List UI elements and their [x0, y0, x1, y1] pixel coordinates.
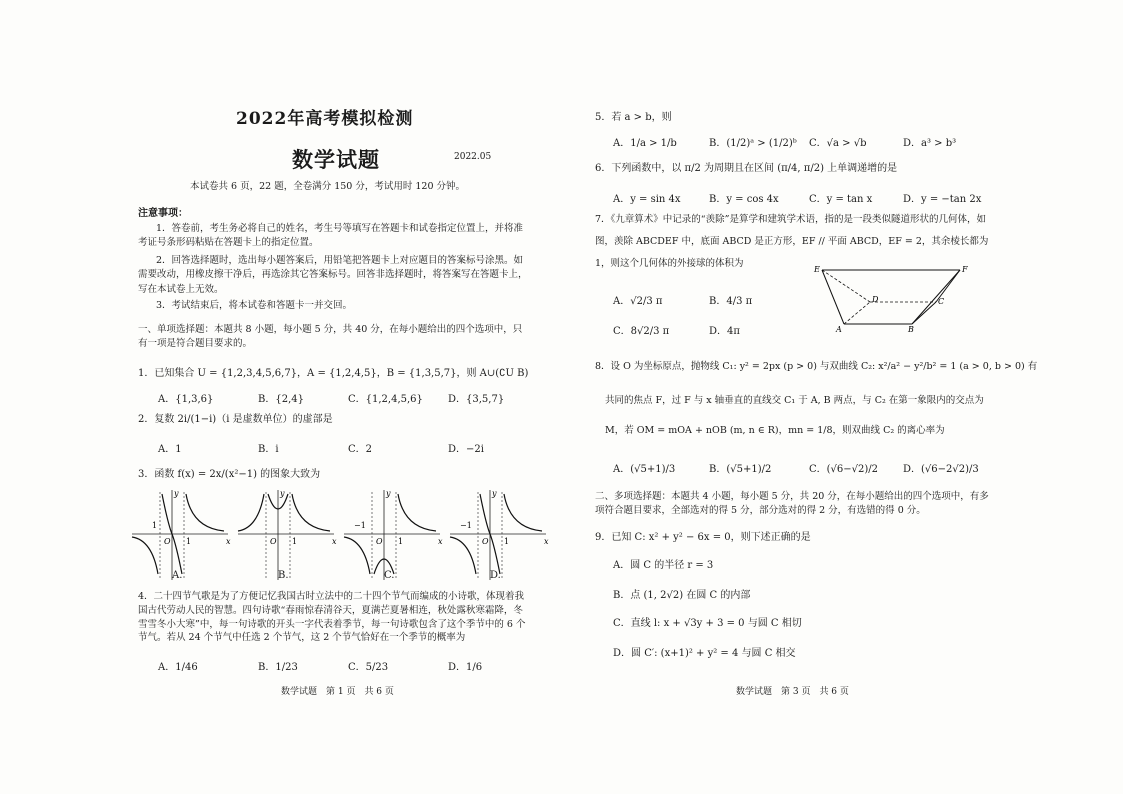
- note-item: 1．答卷前，考生务必将自己的姓名，考生号等填写在答题卡和试卷指定位置上，并将准考证号条形码粘贴在答题卡上的指定位置。: [138, 223, 524, 249]
- q1-stem: 1．已知集合 U = {1,2,3,4,5,6,7}，A = {1,2,4,5}，B = {1,3,5,7}，则 A∪(∁U B): [138, 368, 529, 379]
- q8-option-d: D．(√6−2√2)/3: [903, 464, 979, 475]
- svg-text:y: y: [280, 489, 285, 498]
- graph-c: [344, 489, 443, 580]
- q8-stem-line3: M，若 OM = mOA + nOB (m, n ∈ R)，mn = 1/8，则双曲线 C₂ 的离心率为: [605, 425, 945, 436]
- q8-option-b: B．(√5+1)/2: [709, 464, 772, 475]
- exam-title: 2022年高考模拟检测: [236, 109, 414, 129]
- svg-text:F: F: [962, 265, 968, 274]
- svg-text:1: 1: [186, 537, 192, 546]
- q6-option-c: C．y = tan x: [809, 194, 873, 205]
- svg-text:x: x: [226, 537, 231, 546]
- q4-option-c: C．5/23: [348, 662, 389, 673]
- q1-option-c: C．{1,2,4,5,6}: [348, 394, 423, 405]
- q4-option-d: D．1/6: [448, 662, 483, 673]
- graph-a: [132, 489, 231, 580]
- q9-option-b: B．点 (1, 2√2) 在圆 C 的内部: [613, 590, 751, 601]
- svg-text:y: y: [492, 489, 497, 498]
- q6-option-b: B．y = cos 4x: [709, 194, 779, 205]
- svg-text:O: O: [270, 537, 277, 546]
- svg-text:E: E: [814, 265, 820, 274]
- note-item: 2．回答选择题时，选出每小题答案后，用铅笔把答题卡上对应题目的答案标号涂黑。如需要改动，用橡皮擦干净后，再选涂其它答案标号。回答非选择题时，将答案写在答题卡上，写在本试卷上无效。: [138, 255, 528, 295]
- q4-options: [158, 658, 518, 672]
- q4-option-a: A．1/46: [158, 662, 198, 673]
- q3-label-c: C.: [384, 570, 395, 581]
- svg-text:−1: −1: [354, 521, 366, 530]
- q4-option-b: B．1/23: [258, 662, 298, 673]
- q3-option-labels: [172, 570, 532, 584]
- q5-options: [613, 134, 993, 148]
- graph-d: [450, 489, 549, 580]
- q7-option-d: D．4π: [709, 326, 740, 337]
- footer-left: 数学试题 第 1 页 共 6 页: [281, 687, 394, 697]
- q4-stem: 4．二十四节气歌是为了方便记忆我国古时立法中的二十四个节气而编成的小诗歌，体现着我国古代劳动人民的智慧。四句诗歌“春雨惊春清谷天，夏满芒夏暑相连，秋处露秋寒霜降，冬雪雪冬小大寒”中，每一句诗歌的开头一字代表着季节，每一句诗歌包含了这个季节中的 6 个节气。若从 24 个节气中任选 2 个节气，这 2 个节气恰好在一个季节的概率为: [138, 591, 526, 644]
- q2-option-c: C．2: [348, 444, 373, 455]
- q8-stem-line2: 共同的焦点 F，过 F 与 x 轴垂直的直线交 C₁ 于 A, B 两点，与 C₂ 在第一象限内的交点为: [605, 395, 984, 406]
- q8-stem-line1: 8．设 O 为坐标原点，抛物线 C₁: y² = 2px (p > 0) 与双曲线 C₂: x²/a² − y²/b² = 1 (a > 0, b > 0) 有: [595, 361, 1038, 372]
- subject-title: 数学试题: [292, 147, 380, 172]
- q7-option-c: C．8√2/3 π: [613, 326, 670, 337]
- svg-text:y: y: [386, 489, 391, 498]
- svg-text:1: 1: [504, 537, 510, 546]
- q5-stem: 5．若 a > b，则: [595, 112, 672, 123]
- svg-text:C: C: [938, 297, 945, 306]
- q1-option-a: A．{1,3,6}: [158, 394, 214, 405]
- q9-option-d: D．圆 C′: (x+1)² + y² = 4 与圆 C 相交: [613, 648, 796, 659]
- section2-header: 二、多项选择题：本题共 4 小题，每小题 5 分，共 20 分，在每小题给出的四个选项中，有多项符合题目要求，全部选对的得 5 分，部分选对的得 2 分，有选错的得 0 分。: [595, 491, 989, 517]
- svg-text:O: O: [376, 537, 383, 546]
- q3-graphs: [128, 484, 548, 584]
- q3-stem: 3．函数 f(x) = 2x/(x²−1) 的图象大致为: [138, 469, 321, 480]
- svg-text:1: 1: [398, 537, 404, 546]
- note-item: 3．考试结束后，将本试卷和答题卡一并交回。: [156, 300, 353, 311]
- graph-b: [238, 489, 337, 580]
- q1-options: [158, 390, 518, 404]
- q2-stem: 2．复数 2i/(1−i)（i 是虚数单位）的虚部是: [138, 414, 333, 425]
- notes-heading: 注意事项：: [138, 208, 188, 219]
- q7-option-a: A．√2/3 π: [613, 296, 663, 307]
- q7-options: [613, 290, 773, 340]
- q7-option-b: B．4/3 π: [709, 296, 753, 307]
- q5-option-b: B．(1/2)ᵃ > (1/2)ᵇ: [709, 138, 797, 149]
- svg-text:x: x: [332, 537, 337, 546]
- q9-option-c: C．直线 l: x + √3y + 3 = 0 与圆 C 相切: [613, 618, 802, 629]
- q8-options: [613, 460, 993, 474]
- q6-option-a: A．y = sin 4x: [613, 194, 681, 205]
- svg-text:O: O: [164, 537, 171, 546]
- svg-text:A: A: [836, 325, 842, 334]
- section1-header: 一、单项选择题：本题共 8 小题，每小题 5 分，共 40 分，在每小题给出的四个选项中，只有一项是符合题目要求的。: [138, 324, 523, 350]
- q3-label-d: D.: [490, 570, 501, 581]
- q2-option-a: A．1: [158, 444, 182, 455]
- svg-text:1: 1: [292, 537, 298, 546]
- q3-label-a: A.: [172, 570, 183, 581]
- svg-text:O: O: [482, 537, 489, 546]
- q5-option-d: D．a³ > b³: [903, 138, 957, 149]
- svg-text:1: 1: [152, 521, 158, 530]
- q9-stem: 9．已知 C: x² + y² − 6x = 0，则下述正确的是: [595, 532, 811, 543]
- q6-stem: 6．下列函数中，以 π/2 为周期且在区间 (π/4, π/2) 上单调递增的是: [595, 163, 898, 174]
- svg-text:−1: −1: [460, 521, 472, 530]
- q2-option-d: D．−2i: [448, 444, 484, 455]
- q8-option-c: C．(√6−√2)/2: [809, 464, 879, 475]
- svg-text:y: y: [174, 489, 179, 498]
- q2-options: [158, 440, 518, 454]
- exam-info: 本试卷共 6 页，22 题，全卷满分 150 分，考试用时 120 分钟。: [190, 181, 466, 192]
- q1-option-d: D．{3,5,7}: [448, 394, 505, 405]
- svg-text:B: B: [908, 325, 914, 334]
- q2-option-b: B．i: [258, 444, 279, 455]
- q1-option-b: B．{2,4}: [258, 394, 304, 405]
- q9-option-a: A．圆 C 的半径 r = 3: [613, 560, 714, 571]
- q5-option-a: A．1/a > 1/b: [613, 138, 677, 149]
- svg-text:x: x: [438, 537, 443, 546]
- q7-stem: 7．《九章算术》中记录的“羡除”是算学和建筑学术语，指的是一段类似隧道形状的几何体，如图，羡除 ABCDEF 中，底面 ABCD 是正方形，EF // 平面 ABCD，EF = 2，其余棱长都为 1，则这个几何体的外接球的体积为: [595, 214, 989, 269]
- q6-options: [613, 190, 993, 204]
- q5-option-c: C．√a > √b: [809, 138, 867, 149]
- footer-right: 数学试题 第 3 页 共 6 页: [736, 687, 849, 697]
- q7-solid-figure: [812, 262, 972, 338]
- q3-label-b: B.: [278, 570, 289, 581]
- q6-option-d: D．y = −tan 2x: [903, 194, 982, 205]
- q8-option-a: A．(√5+1)/3: [613, 464, 676, 475]
- svg-text:D: D: [872, 295, 879, 304]
- exam-date: 2022.05: [454, 152, 492, 162]
- svg-text:x: x: [544, 537, 549, 546]
